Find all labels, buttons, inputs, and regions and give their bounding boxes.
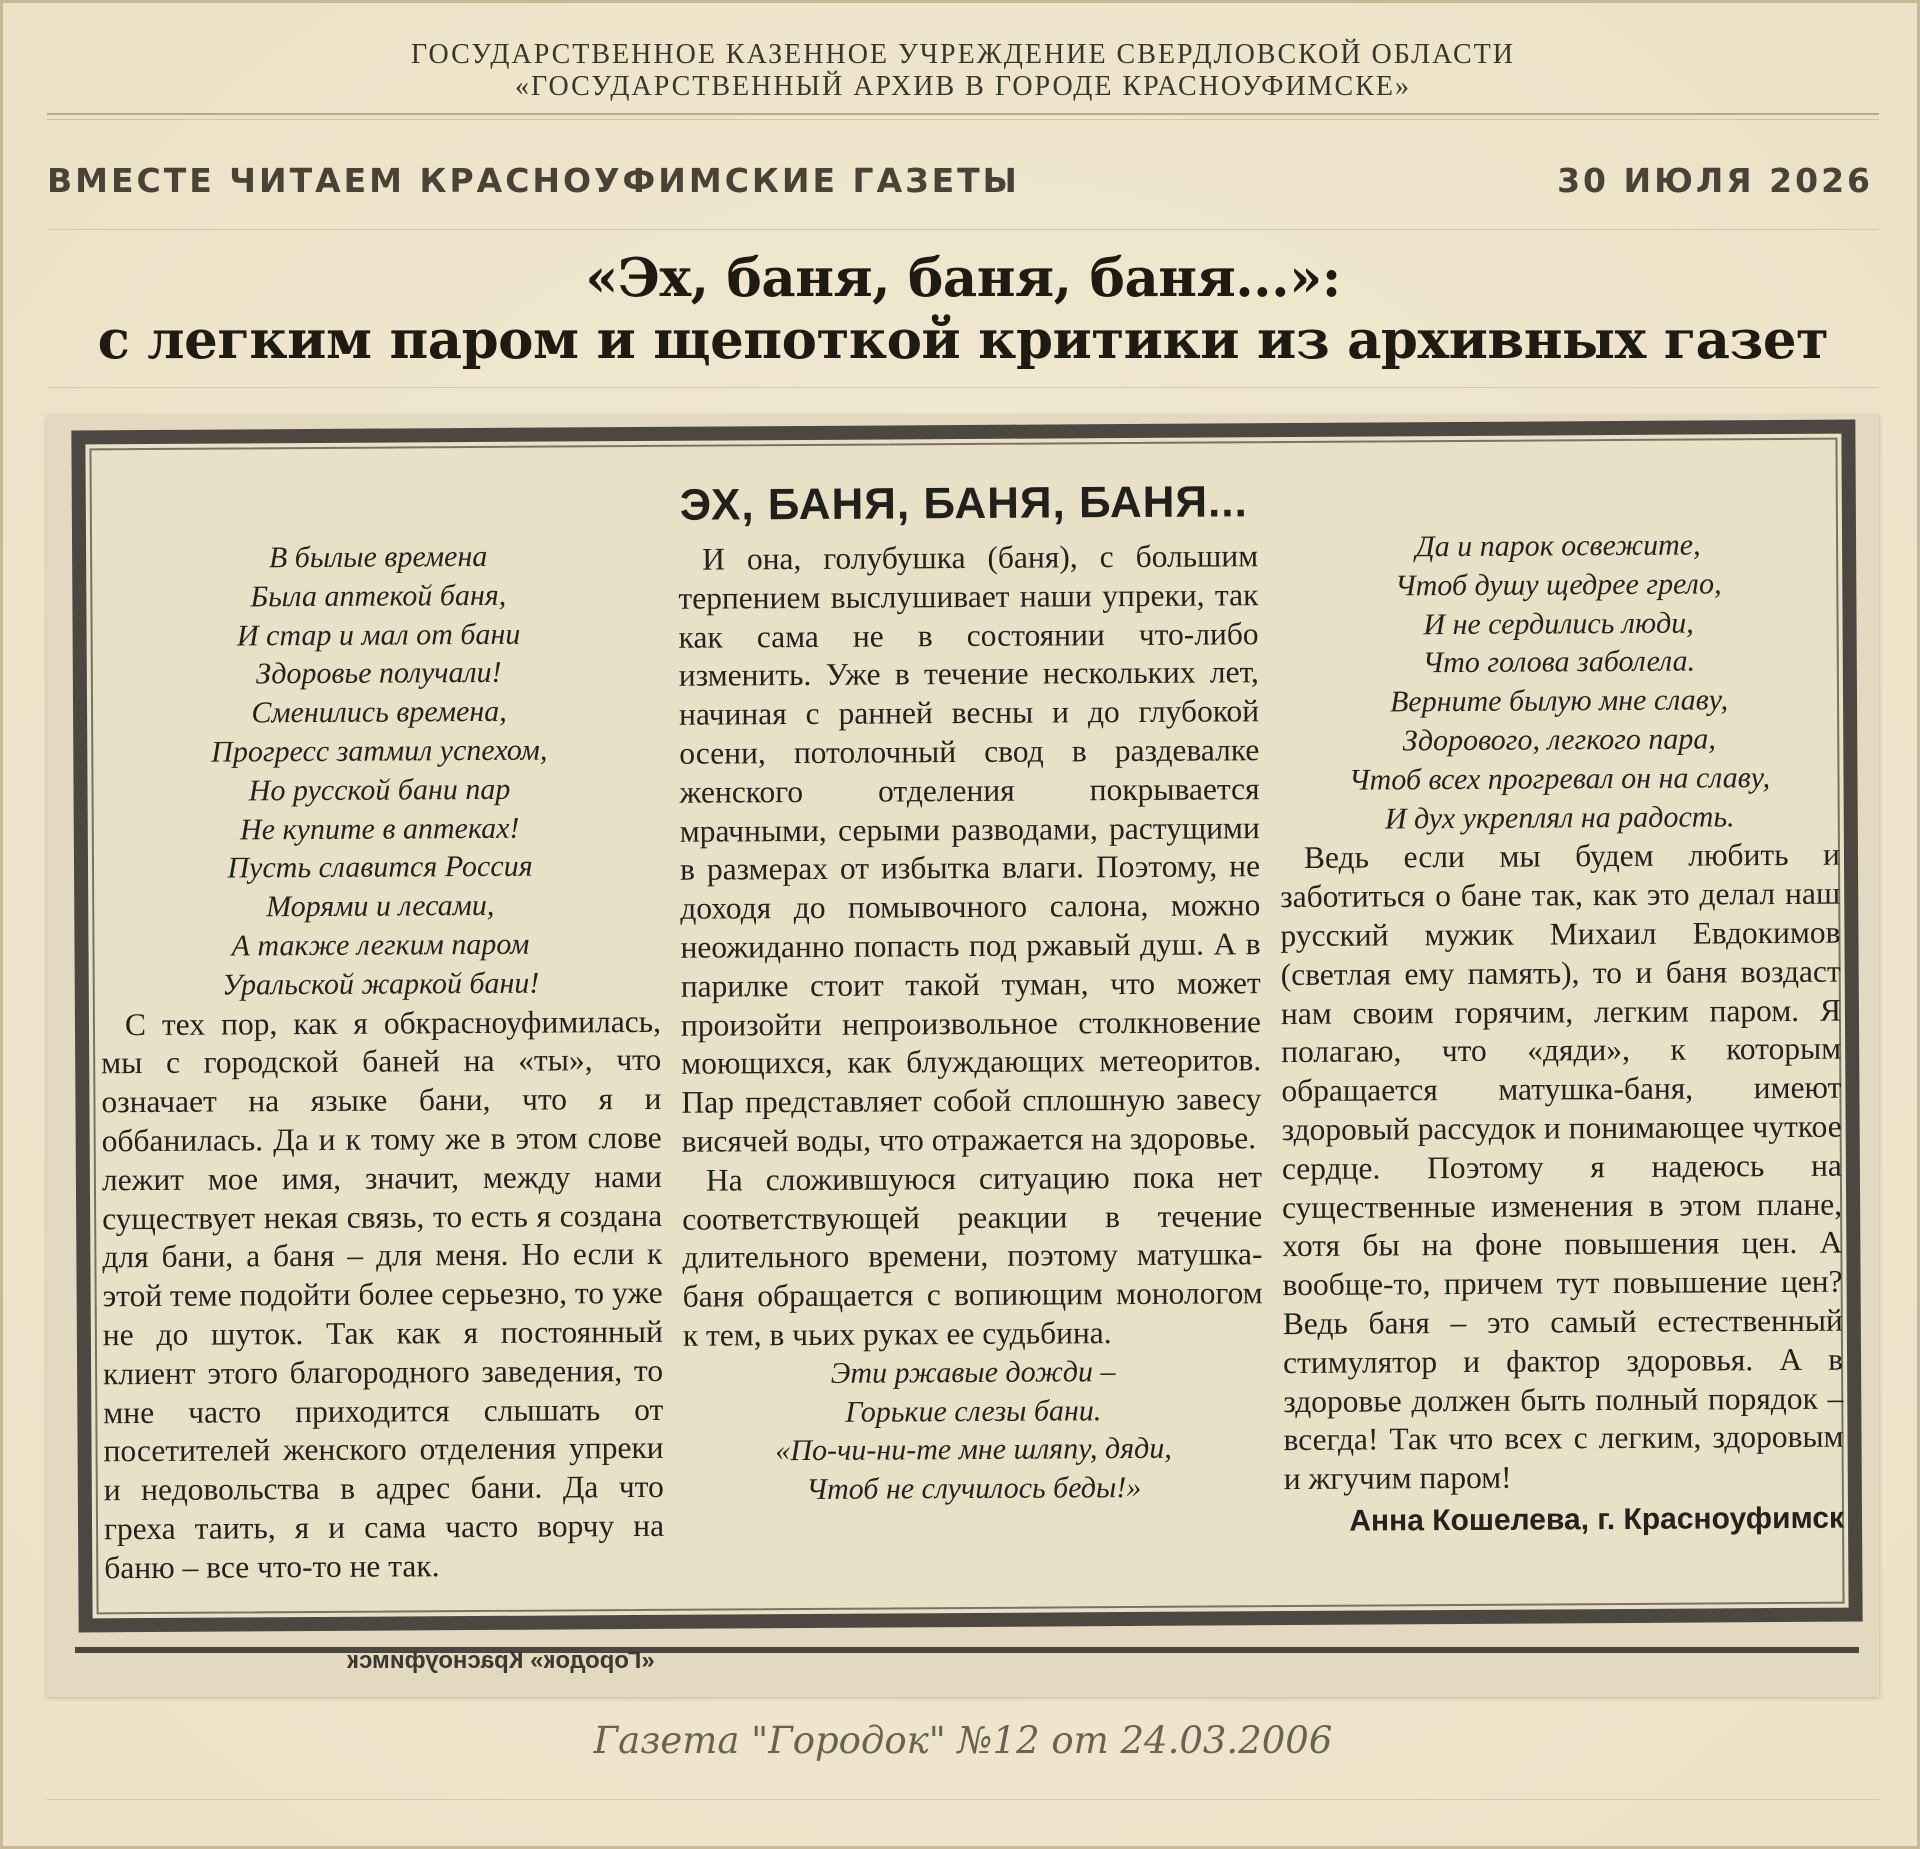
divider (47, 387, 1879, 388)
poem-line: Горькие слезы бани. (845, 1393, 1102, 1429)
source-caption: Газета "Городок" №12 от 24.03.2006 (593, 1719, 1333, 1762)
poem-line: И дух укреплял на радость. (1384, 799, 1735, 836)
poem-line: В былые времена (268, 539, 488, 575)
org-line-2: «ГОСУДАРСТВЕННЫЙ АРХИВ В ГОРОДЕ КРАСНОУФИМСКЕ» (515, 71, 1411, 102)
poem-line: Что голова заболела. (1422, 644, 1696, 680)
poem-line: Верните былую мне славу, (1389, 683, 1729, 719)
poem-line: Не купите в аптеках! (239, 811, 520, 847)
article-paragraph: И она, голубушка (баня), с большим терпением выслушивает наши упреки, так как сама не в состоянии что-либо изменить. Уже в течение нескольких лет, начиная с ранней весны и до глубокой осени, потолочный свод в раздевалке женского отделения покрывается мрачными, серыми разводами, растущими в размерах от избытка влаги. Поэтому, не доходя до помывочного салона, можно неожиданно попасть под ржавый душ. А в парилке стоит такой туман, что может произойти непроизвольное столкновение моющихся, как блуждающих метеоритов. Пар представляет собой сплошную завесу висячей воды, что отражается на здоровье. (678, 538, 1262, 1159)
article-signature: Анна Кошелева, г. Красноуфимск (1349, 1501, 1845, 1538)
article-title: ЭХ, БАНЯ, БАНЯ, БАНЯ... (679, 477, 1248, 530)
poem-line: Да и парок освежите, (1415, 528, 1701, 564)
poem-line: «По-чи-ни-те мне шляпу, дяди, (775, 1432, 1172, 1468)
poem-line: Чтоб душу щедрее грело, (1394, 567, 1722, 603)
poem-line: Эти ржавые дожди – (830, 1354, 1116, 1390)
archive-header (3, 39, 1920, 103)
divider (47, 1799, 1879, 1800)
article-column-3 (1278, 526, 1844, 1542)
divider (47, 119, 1879, 120)
poem-1 (98, 537, 661, 1006)
article-column-2 (678, 537, 1264, 1510)
article-paragraph: С тех пор, как я обкрасноуфимилась, мы с городской баней на «ты», что означает на языке бани, что я и оббанилась. Да и к тому же в этом слове лежит мое имя, значит, между нами существует некая связь, то есть я создана для бани, а баня – для меня. Но если к этой теме подойти более серьезно, то уже не до шуток. Так как я постоянный клиент этого благородного заведения, то мне часто приходится слышать от посетителей женского отделения упреки и недовольства в адрес бани. Да что греха таить, я и сама часто ворчу на баню – все что-то не так. (101, 1003, 665, 1585)
poem-line: Здорового, легкого пара, (1402, 722, 1716, 758)
publication-date: 30 ИЮЛЯ 2026 (1557, 161, 1873, 200)
poem-line: Чтоб всех прогревал он на славу, (1348, 760, 1771, 797)
article-paragraph: Ведь если мы будем любить и заботиться о бане так, как это делал наш русский мужик Михаил Евдокимов (светлая ему память), то и баня воздаст нам своим горячим, легким паром. Я полагаю, что «дяди», к которым обращается матушка-баня, имеют здоровый рассудок и понимающее чуткое сердце. Поэтому я надеюсь на существенные изменения в этом плане, хотя бы на фоне повышения цен. А вообще-то, причем тут повышение цен? Ведь баня – это самый естественный стимулятор и фактор здоровья. А в здоровье должен быть полный порядок – всегда! Так что всех с легким, здоровым и жгучим паром! (1280, 837, 1844, 1497)
poem-line: Пусть славится Россия (227, 850, 533, 885)
next-article-border (75, 1647, 1859, 1693)
poem-line: Сменились времена, (251, 694, 507, 730)
poem-line: И не сердились люди, (1423, 606, 1694, 641)
poem-line: Была аптекой баня, (250, 578, 507, 614)
poem-3 (1278, 526, 1840, 840)
article-box (71, 420, 1862, 1633)
newspaper-clipping (47, 415, 1879, 1697)
headline (3, 247, 1920, 371)
poem-line: И стар и мал от бани (236, 617, 521, 653)
poem-line: Прогресс затмил успехом, (211, 733, 548, 769)
headline-line-1: «Эх, баня, баня, баня...»: (585, 247, 1341, 309)
bleed-through-text: «Городок» Красноуфимск (347, 1647, 655, 1674)
headline-line-2: с легким паром и щепоткой критики из архивных газет (97, 309, 1829, 371)
article-paragraph: На сложившуюся ситуацию пока нет соответствующей реакции в течение длительного времени, поэтому матушка-баня обращается с вопиющим монологом к тем, в чьих руках ее судьбина. (682, 1158, 1263, 1353)
poem-line: Чтоб не случилось беды!» (806, 1471, 1142, 1507)
divider (47, 113, 1879, 115)
series-title: ВМЕСТЕ ЧИТАЕМ КРАСНОУФИМСКИЕ ГАЗЕТЫ (47, 161, 1020, 200)
poem-line: Уральской жаркой бани! (221, 966, 540, 1002)
poem-line: А также легким паром (231, 927, 530, 963)
poem-line: Здоровье получали! (255, 656, 502, 691)
divider (47, 229, 1879, 230)
poem-line: Но русской бани пар (248, 772, 511, 808)
org-line-1: ГОСУДАРСТВЕННОЕ КАЗЕННОЕ УЧРЕЖДЕНИЕ СВЕРДЛОВСКОЙ ОБЛАСТИ (411, 39, 1515, 70)
article-column-1 (98, 537, 664, 1588)
poem-line: Морями и лесами, (266, 889, 495, 924)
poem-2 (683, 1352, 1264, 1511)
